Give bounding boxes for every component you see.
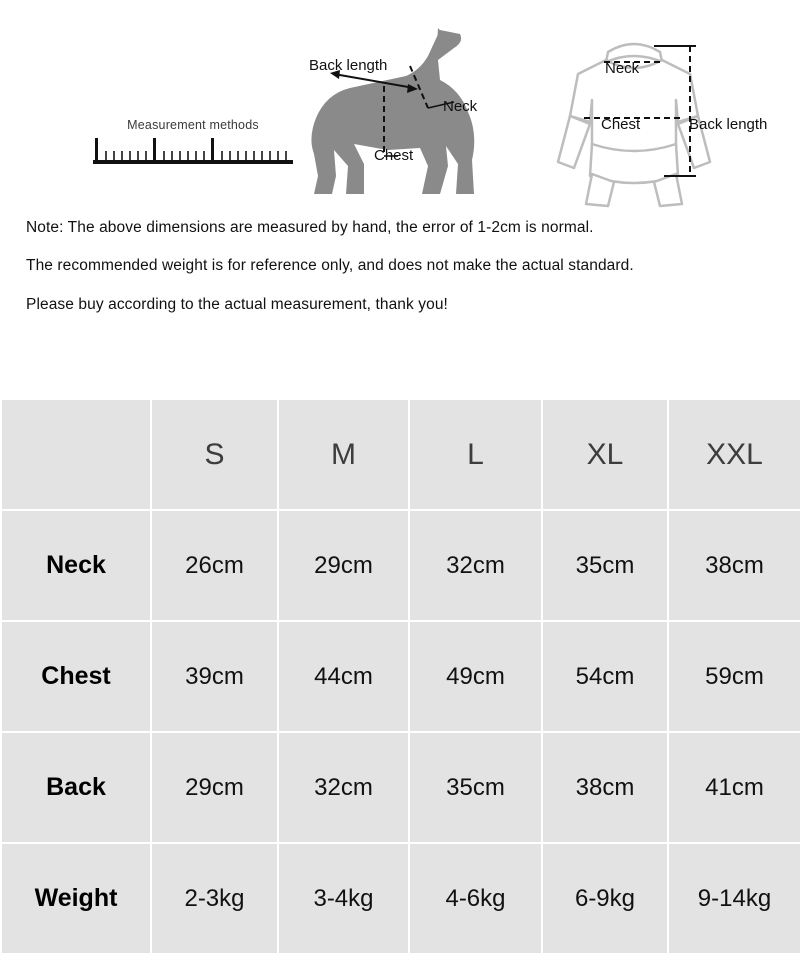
dog-back-length-label: Back length: [309, 57, 388, 74]
ruler-tick-minor: [237, 151, 239, 160]
size-header-xl: XL: [542, 399, 668, 510]
cell-neck-m: 29cm: [278, 510, 409, 621]
cell-chest-s: 39cm: [151, 621, 278, 732]
table-corner-cell: [1, 399, 151, 510]
ruler-tick-minor: [113, 151, 115, 160]
notes-block: [0, 218, 800, 333]
size-header-xxl: XXL: [668, 399, 800, 510]
size-header-m: M: [278, 399, 409, 510]
ruler-tick-minor: [129, 151, 131, 160]
row-label-neck: Neck: [1, 510, 151, 621]
ruler-tick-major: [153, 138, 156, 160]
ruler-icon: [93, 138, 293, 164]
table-header-row: [1, 399, 800, 510]
suit-back-length-label: Back length: [689, 116, 768, 133]
cell-chest-l: 49cm: [409, 621, 542, 732]
note-line-2: The recommended weight is for reference only, and does not make the actual standard.: [26, 257, 634, 275]
ruler-tick-minor: [203, 151, 205, 160]
table-row: [1, 732, 800, 843]
ruler-tick-major: [211, 138, 214, 160]
dog-chest-label: Chest: [374, 147, 414, 164]
cell-weight-l: 4-6kg: [409, 843, 542, 954]
dog-silhouette-icon: [288, 26, 508, 212]
ruler-tick-minor: [179, 151, 181, 160]
size-header-s: S: [151, 399, 278, 510]
cell-neck-s: 26cm: [151, 510, 278, 621]
ruler-tick-minor: [285, 151, 287, 160]
suit-chest-label: Chest: [601, 116, 641, 133]
ruler-tick-minor: [253, 151, 255, 160]
ruler-tick-minor: [277, 151, 279, 160]
ruler-tick-minor: [187, 151, 189, 160]
diagram-area: [0, 0, 800, 212]
table-row: [1, 510, 800, 621]
ruler-tick-minor: [195, 151, 197, 160]
ruler-tick-minor: [121, 151, 123, 160]
measurement-methods-label: Measurement methods: [127, 118, 259, 132]
dog-diagram: [288, 26, 508, 212]
ruler-base: [93, 160, 293, 164]
cell-weight-m: 3-4kg: [278, 843, 409, 954]
cell-neck-xxl: 38cm: [668, 510, 800, 621]
measurement-methods-block: [88, 118, 298, 164]
ruler-tick-major: [95, 138, 98, 160]
ruler-tick-minor: [105, 151, 107, 160]
dog-neck-label: Neck: [443, 98, 478, 115]
cell-weight-s: 2-3kg: [151, 843, 278, 954]
table-row: [1, 843, 800, 954]
ruler-tick-minor: [145, 151, 147, 160]
ruler-tick-minor: [171, 151, 173, 160]
ruler-tick-minor: [269, 151, 271, 160]
cell-back-l: 35cm: [409, 732, 542, 843]
cell-neck-xl: 35cm: [542, 510, 668, 621]
cell-weight-xl: 6-9kg: [542, 843, 668, 954]
ruler-tick-minor: [245, 151, 247, 160]
size-header-l: L: [409, 399, 542, 510]
ruler-tick-minor: [229, 151, 231, 160]
cell-weight-xxl: 9-14kg: [668, 843, 800, 954]
ruler-tick-minor: [163, 151, 165, 160]
ruler-tick-minor: [221, 151, 223, 160]
note-line-3: Please buy according to the actual measurement, thank you!: [26, 295, 448, 313]
cell-back-m: 32cm: [278, 732, 409, 843]
size-chart-table: [0, 398, 800, 955]
row-label-chest: Chest: [1, 621, 151, 732]
ruler-tick-minor: [137, 151, 139, 160]
suit-neck-label: Neck: [605, 60, 640, 77]
cell-neck-l: 32cm: [409, 510, 542, 621]
cell-chest-xl: 54cm: [542, 621, 668, 732]
note-line-1: Note: The above dimensions are measured by hand, the error of 1-2cm is normal.: [26, 219, 594, 236]
ruler-tick-minor: [261, 151, 263, 160]
row-label-back: Back: [1, 732, 151, 843]
row-label-weight: Weight: [1, 843, 151, 954]
cell-back-s: 29cm: [151, 732, 278, 843]
table-row: [1, 621, 800, 732]
cell-back-xl: 38cm: [542, 732, 668, 843]
cell-back-xxl: 41cm: [668, 732, 800, 843]
cell-chest-xxl: 59cm: [668, 621, 800, 732]
cell-chest-m: 44cm: [278, 621, 409, 732]
